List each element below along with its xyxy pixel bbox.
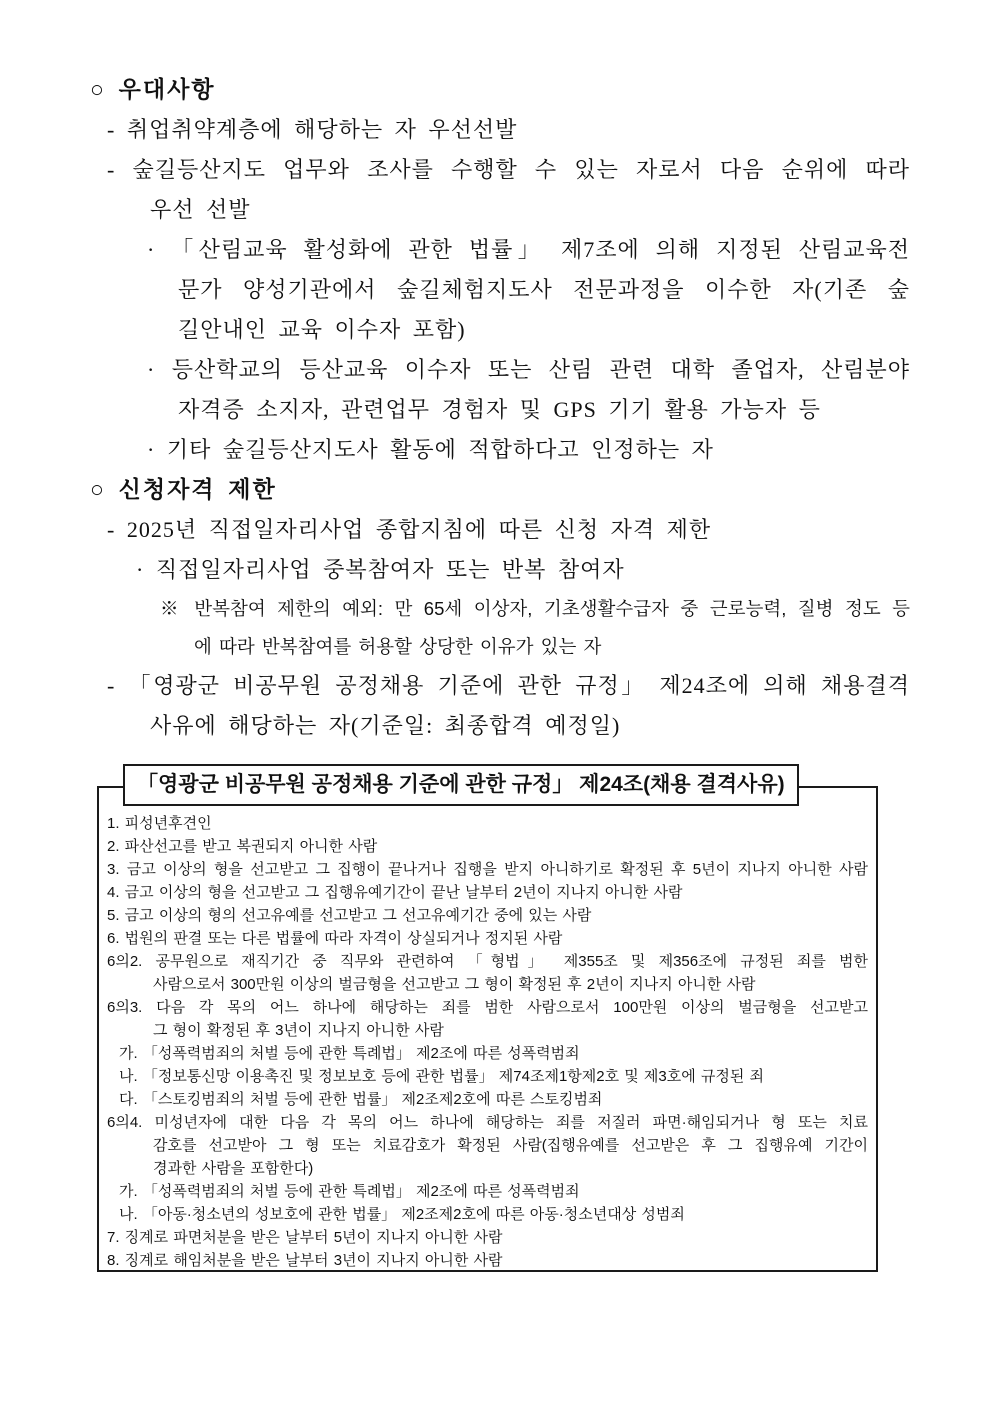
section-heading-restrictions: ○ 신청자격 제한 <box>90 477 277 502</box>
box-line: 5. 금고 이상의 형의 선고유예를 선고받고 그 선고유예기간 중에 있는 사람 <box>107 907 592 924</box>
doc-line: 사유에 해당하는 자(기준일: 최종합격 예정일) <box>150 713 621 738</box>
box-line: 가. 「성폭력범죄의 처벌 등에 관한 특례법」 제2조에 따른 성폭력범죄 <box>119 1183 580 1200</box>
doc-line: 문가 양성기관에서 숲길체험지도사 전문과정을 이수한 자(기존 숲 <box>178 277 910 302</box>
doc-line: · 기타 숲길등산지도사 활동에 적합하다고 인정하는 자 <box>147 437 714 462</box>
box-line: 그 형이 확정된 후 3년이 지나지 아니한 사람 <box>153 1022 444 1039</box>
box-line: 나. 「정보통신망 이용촉진 및 정보보호 등에 관한 법률」 제74조제1항제2호 및 제3호에 규정된 죄 <box>119 1068 765 1085</box>
box-line: 6의4. 미성년자에 대한 다음 각 목의 어느 하나에 해당하는 죄를 저질러 파면·해임되거나 형 또는 치료 <box>107 1114 868 1131</box>
box-line: 나. 「아동·청소년의 성보호에 관한 법률」 제2조제2호에 따른 아동·청소년대상 성범죄 <box>119 1206 685 1223</box>
box-line: 1. 피성년후견인 <box>107 815 212 832</box>
doc-note-line: 에 따라 반복참여를 허용할 상당한 이유가 있는 자 <box>194 636 602 657</box>
box-line: 2. 파산선고를 받고 복권되지 아니한 사람 <box>107 838 378 855</box>
doc-line: - 숲길등산지도 업무와 조사를 수행할 수 있는 자로서 다음 순위에 따라 <box>107 157 910 182</box>
doc-note-line: ※ 반복참여 제한의 예외: 만 65세 이상자, 기초생활수급자 중 근로능력, 질병 정도 등 <box>160 598 910 619</box>
doc-line: 길안내인 교육 이수자 포함) <box>178 317 466 342</box>
doc-line: - 「영광군 비공무원 공정채용 기준에 관한 규정」 제24조에 의해 채용결격 <box>107 673 910 698</box>
box-line: 감호를 선고받아 그 형 또는 치료감호가 확정된 사람(집행유예를 선고받은 후 그 집행유예 기간이 <box>153 1137 868 1154</box>
box-line: 경과한 사람을 포함한다) <box>153 1160 314 1177</box>
disqualification-box-body <box>97 786 878 1272</box>
doc-line: · 직접일자리사업 중복참여자 또는 반복 참여자 <box>136 557 625 582</box>
box-line: 4. 금고 이상의 형을 선고받고 그 집행유예기간이 끝난 날부터 2년이 지나지 아니한 사람 <box>107 884 683 901</box>
disqualification-box-title: 「영광군 비공무원 공정채용 기준에 관한 규정」 제24조(채용 결격사유) <box>123 764 799 806</box>
doc-line: - 취업취약계층에 해당하는 자 우선선발 <box>107 117 518 142</box>
disqualification-box <box>97 773 878 1272</box>
doc-line: 자격증 소지자, 관련업무 경험자 및 GPS 기기 활용 가능자 등 <box>178 397 821 422</box>
box-line: 6. 법원의 판결 또는 다른 법률에 따라 자격이 상실되거나 정지된 사람 <box>107 930 563 947</box>
box-line: 6의3. 다음 각 목의 어느 하나에 해당하는 죄를 범한 사람으로서 100만원 이상의 벌금형을 선고받고 <box>107 999 868 1016</box>
doc-line: · 「산림교육 활성화에 관한 법률」 제7조에 의해 지정된 산림교육전 <box>147 237 910 262</box>
box-line: 가. 「성폭력범죄의 처벌 등에 관한 특례법」 제2조에 따른 성폭력범죄 <box>119 1045 580 1062</box>
box-line: 3. 금고 이상의 형을 선고받고 그 집행이 끝나거나 집행을 받지 아니하기로 확정된 후 5년이 지나지 아니한 사람 <box>107 861 868 878</box>
section-heading-preferred: ○ 우대사항 <box>90 77 216 102</box>
box-line: 8. 징계로 해임처분을 받은 날부터 3년이 지나지 아니한 사람 <box>107 1252 503 1269</box>
box-line: 7. 징계로 파면처분을 받은 날부터 5년이 지나지 아니한 사람 <box>107 1229 503 1246</box>
box-line: 사람으로서 300만원 이상의 벌금형을 선고받고 그 형이 확정된 후 2년이 지나지 아니한 사람 <box>153 976 756 993</box>
doc-line: - 2025년 직접일자리사업 종합지침에 따른 신청 자격 제한 <box>107 517 712 542</box>
box-line: 6의2. 공무원으로 재직기간 중 직무와 관련하여 「형법」 제355조 및 제356조에 규정된 죄를 범한 <box>107 953 868 970</box>
doc-line: 우선 선발 <box>150 197 251 222</box>
box-line: 다. 「스토킹범죄의 처벌 등에 관한 법률」 제2조제2호에 따른 스토킹범죄 <box>119 1091 603 1108</box>
doc-line: · 등산학교의 등산교육 이수자 또는 산림 관련 대학 졸업자, 산림분야 <box>147 357 910 382</box>
